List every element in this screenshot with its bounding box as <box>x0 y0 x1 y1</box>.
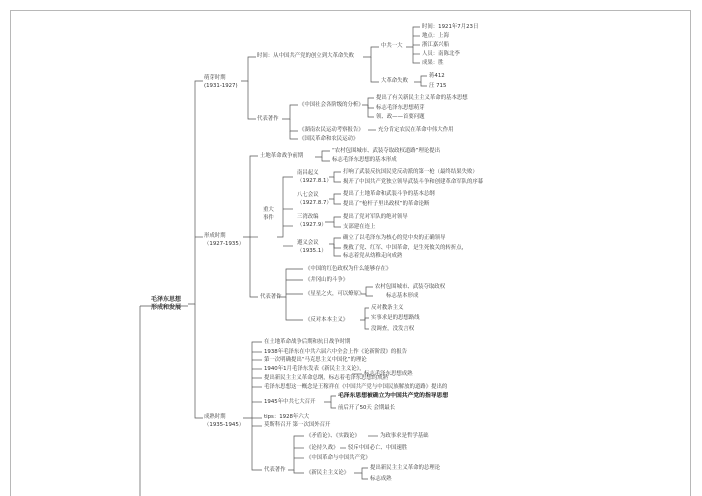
p3-work-4-note-2: 标志成熟 <box>370 476 392 482</box>
p2-work-4-note-3: 没调查，没发言权 <box>371 326 415 332</box>
aug7-date: （1927.8.7） <box>297 200 332 206</box>
period-3-years: （1935-1945） <box>204 422 245 428</box>
period-1-title: 萌芽时期 <box>204 75 226 81</box>
p2-work-2: 《井冈山的斗争》 <box>305 277 349 283</box>
cpc7-label: 1945年中共七大召开 <box>264 399 316 405</box>
p3-line-3: 第一次明确提出“马克思主义中国化”的理论 <box>264 357 367 363</box>
root-title-line-2: 形成和发展 <box>151 304 182 311</box>
cpc7-note-2: 前后开了50天 会期最长 <box>338 405 396 411</box>
p3-work-3: 《中国革命与中国共产党》 <box>306 455 371 461</box>
p3-line-5: 提出新民主主义革命总纲，标志着毛泽东思想的成熟 <box>264 375 388 381</box>
failure-note-2: 汪 715 <box>429 83 447 89</box>
cpc7-note-1: 毛泽东思想被确立为中国共产党的指导思想 <box>338 393 449 399</box>
root-title-line-1: 毛泽东思想 <box>151 296 182 303</box>
zunyi-note-1: 确立了以毛泽东为核心的党中央的正确领导 <box>343 235 446 241</box>
p2-work-4-note-2: 实事求是的思想路线 <box>371 315 420 321</box>
p3-work-4-note-1: 提出新民主主义革命的总理论 <box>370 465 441 471</box>
p2-intro: 土地革命战争前期 <box>260 153 304 159</box>
p1-work-1: 《中国社会各阶级的分析》 <box>299 102 364 108</box>
p1-work-1-note-2: 标志毛泽东思想萌芽 <box>376 105 425 111</box>
period-2-works-label: 代表著作 <box>260 294 282 300</box>
tips: tips：1928年六大 <box>264 414 310 420</box>
aug7-name: 八七会议 <box>297 192 319 198</box>
nanchang-note-1: 打响了武装反抗国民党反动派的第一枪（最终结果失败） <box>343 169 478 175</box>
sanwan-date: （1927.9） <box>297 222 327 228</box>
zunyi-name: 遵义会议 <box>297 240 319 246</box>
p2-work-4-note-1: 反对教条主义 <box>371 305 404 311</box>
sanwan-note-2: 支部建在连上 <box>343 224 376 230</box>
period-2-years: （1927-1935） <box>204 241 245 247</box>
p2-work-4: 《反对本本主义》 <box>305 317 349 323</box>
p2-work-1: 《中国的红色政权为什么能够存在》 <box>305 266 392 272</box>
cpc1-place-2: 浙江嘉兴船 <box>422 42 449 48</box>
period-1-background: 时间：从中国共产党的创立到大革命失败 <box>257 53 355 59</box>
p3-work-2: 《论持久战》 <box>306 445 339 451</box>
p2-work-3-note-1: 农村包围城市、武装夺取政权 <box>375 284 446 290</box>
p3-work-1: 《矛盾论》、《实践论》 <box>306 433 360 439</box>
revolution-failure-label: 大革命失败 <box>381 78 408 84</box>
p2-intro-quote: “农村包围城市、武装夺取政权道路”理论提出 <box>332 148 441 154</box>
period-1-works-label: 代表著作 <box>257 116 279 122</box>
p3-line-1: 在土地革命战争后期和抗日战争时期 <box>264 339 351 345</box>
p3-line-2: 1938年毛泽东在中共六届六中全会上作《论新阶段》的报告 <box>264 349 408 355</box>
zunyi-note-2: 挽救了党、红军、中国革命，是生死攸关的转折点， <box>343 245 467 251</box>
zunyi-note-3: 标志着党从幼稚走向成熟 <box>343 253 403 259</box>
sanwan-name: 三湾改编 <box>297 214 319 220</box>
period-3-works-label: 代表著作 <box>264 467 286 473</box>
p2-work-3-note-2: 标志基本形成 <box>386 293 419 299</box>
p1-work-2: 《湖南农民运动考察报告》 <box>299 127 364 133</box>
cpc1-result: 成果：胜 <box>422 60 444 66</box>
p1-work-1-note-3: 领、政——首要问题 <box>376 114 425 120</box>
cpc1-people: 人员：南陈北李 <box>422 51 460 57</box>
events-label-1: 重大 <box>263 207 274 213</box>
p1-work-2-note: 充分肯定农民在革命中伟大作用 <box>378 127 454 133</box>
cpc1-time: 时间：1921年7月23日 <box>422 24 479 30</box>
zunyi-date: （1935.1） <box>297 248 327 254</box>
nanchang-note-2: 揭开了中国共产党独立领导武装斗争和创建革命军队的序幕 <box>343 179 484 185</box>
p1-work-1-note-1: 提出了有关新民主主义革命的基本思想 <box>376 95 468 101</box>
p3-line-6: 毛泽东思想这一概念是王稼祥在《中国共产党与中国民族解放的道路》提出的 <box>264 384 448 390</box>
nanchang-date: （1927.8.1） <box>297 178 332 184</box>
p3-work-1-note: 为政事求是哲学基础 <box>380 433 429 439</box>
aug7-note-2: 提出了“枪杆子里出政权”的革命论断 <box>343 201 430 207</box>
p3-line-4: 1940年1月毛泽东发表《新民主主义论》， <box>264 366 365 372</box>
aug7-note-1: 提出了土地革命和武装斗争的基本总纲 <box>343 191 435 197</box>
cpc1-place: 地点：上海 <box>422 33 449 39</box>
p3-line-45-note: 标志毛泽东思想成熟 <box>364 371 413 377</box>
period-2-title: 形成时期 <box>204 233 226 239</box>
nanchang-name: 南昌起义 <box>297 170 319 176</box>
p2-work-3: 《星星之火，可以燎原》 <box>305 291 365 297</box>
tips-2: 莫斯科召开 第一次国外召开 <box>264 422 331 428</box>
period-1-years: (1931-1927) <box>204 83 238 89</box>
p1-work-3: 《国民革命和农民运动》 <box>299 136 359 142</box>
period-3-title: 成熟时期 <box>204 414 226 420</box>
failure-note-1: 蒋412 <box>429 73 445 79</box>
p2-intro-note: 标志毛泽东思想的基本形成 <box>332 157 397 163</box>
p3-work-4: 《新民主主义论》 <box>306 470 350 476</box>
p3-work-2-note: 驳斥中国必亡、中国速胜 <box>348 445 408 451</box>
cpc1-label: 中共一大 <box>381 43 403 49</box>
sanwan-note-1: 提出了党对军队的绝对领导 <box>343 214 408 220</box>
events-label-2: 事件 <box>263 215 274 221</box>
